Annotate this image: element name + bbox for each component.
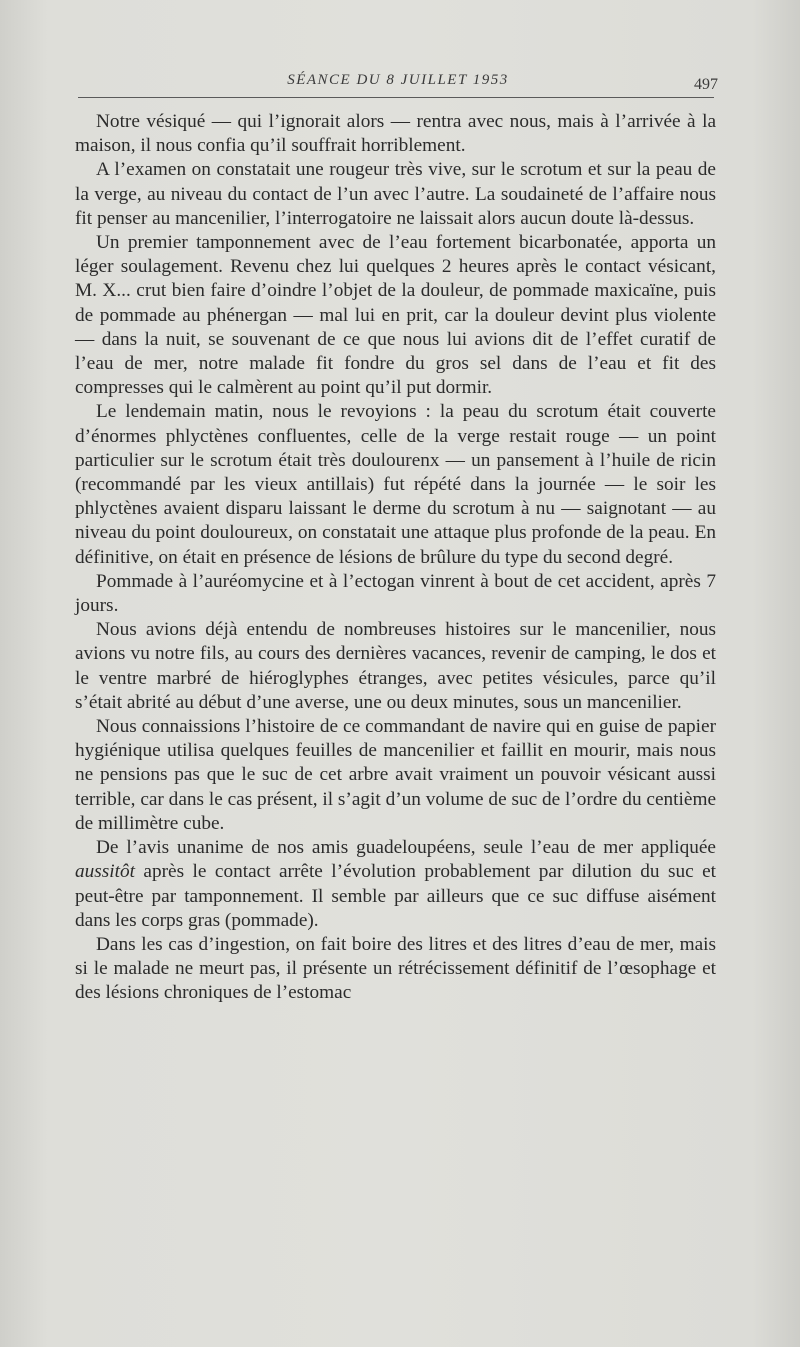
paragraph-8-end: après le contact arrête l’évolution probablement par dilution du suc et peut-être par tamponnement. Il semble par ailleurs que ce suc diffuse aisément dans les corps gras (pommade). <box>75 861 716 931</box>
paragraph-8-start: De l’avis unanime de nos amis guadeloupéens, seule l’eau de mer appliquée <box>96 837 716 859</box>
paragraph-8 <box>75 836 716 933</box>
paragraph-7: Nous connaissions l’histoire de ce commandant de navire qui en guise de papier hygiénique utilisa quelques feuilles de mancenilier et faillit en mourir, mais nous ne pensions pas que le suc de cet arbre avait vraiment un pouvoir vésicant aussi terrible, car dans le cas présent, il s’agit d’un volume de suc de l’ordre du centième de millimètre cube. <box>75 716 716 834</box>
paragraph-1: Notre vésiqué — qui l’ignorait alors — rentra avec nous, mais à l’arrivée à la maison, il nous confia qu’il souffrait horriblement. <box>75 111 716 157</box>
page-number: 497 <box>694 76 718 93</box>
paragraph-6: Nous avions déjà entendu de nombreuses histoires sur le mancenilier, nous avions vu notre fils, au cours des dernières vacances, revenir de camping, le dos et le ventre marbré de hiéroglyphes étranges, avec petites vésicules, parce qu’il s’était abrité au début d’une averse, une ou deux minutes, sous un mancenilier. <box>75 619 716 713</box>
paragraph-4: Le lendemain matin, nous le revoyions : la peau du scrotum était couverte d’énormes phlyctènes confluentes, celle de la verge restait rouge — un point particulier sur le scrotum était très doulourenx — un pansement à l’huile de ricin (recommandé par les vieux antillais) fut répété dans la journée — le soir les phlyctènes avaient disparu laissant le derme du scrotum à nu — saignotant — au niveau du point douloureux, on constatait une attaque plus profonde de la peau. En définitive, on était en présence de lésions de brûlure du type du second degré. <box>75 401 716 568</box>
body-text <box>75 110 716 1006</box>
paragraph-9: Dans les cas d’ingestion, on fait boire des litres et des litres d’eau de mer, mais si le malade ne meurt pas, il présente un rétrécissement définitif de l’œsophage et des lésions chroniques de l’estomac <box>75 933 716 1004</box>
paragraph-5: Pommade à l’auréomycine et à l’ectogan vinrent à bout de cet accident, après 7 jours. <box>75 570 716 617</box>
header-title: SÉANCE DU 8 JUILLET 1953 <box>287 72 509 88</box>
paragraph-2: A l’examen on constatait une rougeur très vive, sur le scrotum et sur la peau de la verge, au niveau du contact de l’un avec l’autre. La soudaineté de l’affaire nous fit penser au mancenilier, l’interrogatoire ne laissait alors aucun doute là-dessus. <box>75 159 716 229</box>
emphasis-aussitot: aussitôt <box>75 861 135 883</box>
running-head <box>78 70 718 98</box>
paragraph-3: Un premier tamponnement avec de l’eau fortement bicarbonatée, apporta un léger soulagement. Revenu chez lui quelques 2 heures après le contact vésicant, M. X... crut bien faire d’oindre l’objet de la douleur, de pommade maxicaïne, puis de pommade au phénergan — mal lui en prit, car la douleur devint plus violente — dans la nuit, se souvenant de ce que nous lui avions dit de l’effet curatif de l’eau de mer, notre malade fit fondre du gros sel dans de l’eau et fit des compresses qui le calmèrent au point qu’il put dormir. <box>75 232 716 399</box>
header-rule <box>78 97 714 98</box>
